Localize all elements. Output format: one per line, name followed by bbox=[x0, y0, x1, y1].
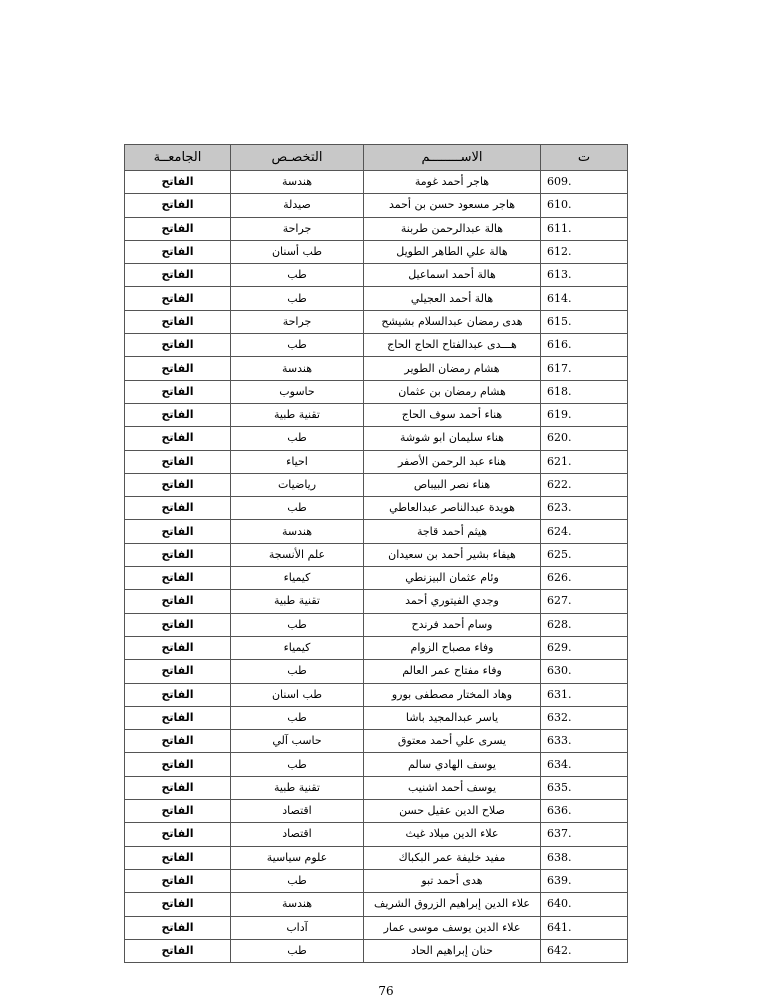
row-university: الفاتح bbox=[125, 753, 231, 776]
row-number: 619. bbox=[541, 403, 628, 426]
table-row bbox=[125, 613, 628, 636]
row-specialty: هندسة bbox=[231, 520, 364, 543]
row-number: 634. bbox=[541, 753, 628, 776]
row-number: 631. bbox=[541, 683, 628, 706]
row-university: الفاتح bbox=[125, 450, 231, 473]
row-specialty: هندسة bbox=[231, 171, 364, 194]
row-university: الفاتح bbox=[125, 567, 231, 590]
row-number: 637. bbox=[541, 823, 628, 846]
table-row bbox=[125, 776, 628, 799]
row-specialty: هندسة bbox=[231, 893, 364, 916]
row-university: الفاتح bbox=[125, 217, 231, 240]
row-specialty: طب bbox=[231, 869, 364, 892]
row-name: يوسف أحمد اشنيب bbox=[364, 776, 541, 799]
row-number: 639. bbox=[541, 869, 628, 892]
row-university: الفاتح bbox=[125, 543, 231, 566]
row-university: الفاتح bbox=[125, 403, 231, 426]
row-specialty: طب bbox=[231, 613, 364, 636]
row-specialty: تقنية طبية bbox=[231, 403, 364, 426]
table-row bbox=[125, 567, 628, 590]
row-university: الفاتح bbox=[125, 287, 231, 310]
row-number: 623. bbox=[541, 497, 628, 520]
header-number: ت bbox=[541, 145, 628, 171]
row-university: الفاتح bbox=[125, 893, 231, 916]
table-header bbox=[125, 145, 628, 171]
row-number: 621. bbox=[541, 450, 628, 473]
table-row bbox=[125, 636, 628, 659]
row-specialty: اقتصاد bbox=[231, 823, 364, 846]
row-specialty: علوم سياسية bbox=[231, 846, 364, 869]
row-university: الفاتح bbox=[125, 334, 231, 357]
row-university: الفاتح bbox=[125, 730, 231, 753]
row-specialty: تقنية طبية bbox=[231, 590, 364, 613]
row-university: الفاتح bbox=[125, 613, 231, 636]
row-specialty: آداب bbox=[231, 916, 364, 939]
row-name: علاء الدين إبراهيم الزروق الشريف bbox=[364, 893, 541, 916]
row-specialty: كيمياء bbox=[231, 636, 364, 659]
row-name: هناء أحمد سوف الحاج bbox=[364, 403, 541, 426]
row-university: الفاتح bbox=[125, 357, 231, 380]
table-row bbox=[125, 380, 628, 403]
table-row bbox=[125, 800, 628, 823]
row-number: 628. bbox=[541, 613, 628, 636]
row-name: هاجر مسعود حسن بن أحمد bbox=[364, 194, 541, 217]
row-specialty: حاسب آلي bbox=[231, 730, 364, 753]
row-number: 627. bbox=[541, 590, 628, 613]
row-name: هناء عبد الرحمن الأصفر bbox=[364, 450, 541, 473]
row-specialty: طب أسنان bbox=[231, 240, 364, 263]
row-university: الفاتح bbox=[125, 939, 231, 962]
row-name: يسرى علي أحمد معتوق bbox=[364, 730, 541, 753]
row-number: 630. bbox=[541, 660, 628, 683]
row-specialty: طب bbox=[231, 264, 364, 287]
table-row bbox=[125, 357, 628, 380]
row-specialty: طب bbox=[231, 939, 364, 962]
row-number: 633. bbox=[541, 730, 628, 753]
table-row bbox=[125, 730, 628, 753]
table-row bbox=[125, 473, 628, 496]
row-name: هالة أحمد اسماعيل bbox=[364, 264, 541, 287]
row-specialty: جراحة bbox=[231, 310, 364, 333]
row-name: وجدي الفيتوري أحمد bbox=[364, 590, 541, 613]
row-specialty: علم الأنسجة bbox=[231, 543, 364, 566]
row-number: 612. bbox=[541, 240, 628, 263]
row-name: هشام رمضان الطوير bbox=[364, 357, 541, 380]
header-specialty: التخصـص bbox=[231, 145, 364, 171]
row-number: 615. bbox=[541, 310, 628, 333]
row-university: الفاتح bbox=[125, 497, 231, 520]
table-row bbox=[125, 497, 628, 520]
row-specialty: جراحة bbox=[231, 217, 364, 240]
row-name: هدى رمضان عبدالسلام بشيشح bbox=[364, 310, 541, 333]
table-row bbox=[125, 543, 628, 566]
row-name: وفاء مصباح الزوام bbox=[364, 636, 541, 659]
row-name: هالة أحمد العجيلي bbox=[364, 287, 541, 310]
table-row bbox=[125, 916, 628, 939]
row-name: هالة علي الطاهر الطويل bbox=[364, 240, 541, 263]
table-row bbox=[125, 287, 628, 310]
row-university: الفاتح bbox=[125, 310, 231, 333]
row-number: 622. bbox=[541, 473, 628, 496]
row-specialty: طب bbox=[231, 753, 364, 776]
row-university: الفاتح bbox=[125, 427, 231, 450]
row-number: 629. bbox=[541, 636, 628, 659]
row-specialty: اقتصاد bbox=[231, 800, 364, 823]
table-row bbox=[125, 427, 628, 450]
header-name: الاســــــــم bbox=[364, 145, 541, 171]
row-university: الفاتح bbox=[125, 776, 231, 799]
row-university: الفاتح bbox=[125, 706, 231, 729]
row-university: الفاتح bbox=[125, 264, 231, 287]
table-row bbox=[125, 240, 628, 263]
row-number: 618. bbox=[541, 380, 628, 403]
row-university: الفاتح bbox=[125, 916, 231, 939]
row-number: 614. bbox=[541, 287, 628, 310]
row-name: يوسف الهادي سالم bbox=[364, 753, 541, 776]
table-row bbox=[125, 706, 628, 729]
table-row bbox=[125, 846, 628, 869]
row-name: مفيد خليفة عمر البكباك bbox=[364, 846, 541, 869]
row-university: الفاتح bbox=[125, 660, 231, 683]
row-number: 620. bbox=[541, 427, 628, 450]
row-specialty: طب bbox=[231, 334, 364, 357]
row-name: هناء نصر البيباص bbox=[364, 473, 541, 496]
row-specialty: كيمياء bbox=[231, 567, 364, 590]
row-university: الفاتح bbox=[125, 194, 231, 217]
row-specialty: طب bbox=[231, 287, 364, 310]
row-specialty: حاسوب bbox=[231, 380, 364, 403]
table-row bbox=[125, 590, 628, 613]
row-number: 609. bbox=[541, 171, 628, 194]
row-specialty: رياضيات bbox=[231, 473, 364, 496]
row-name: هناء سليمان ابو شوشة bbox=[364, 427, 541, 450]
table-body bbox=[125, 171, 628, 963]
row-number: 641. bbox=[541, 916, 628, 939]
table-row bbox=[125, 823, 628, 846]
row-university: الفاتح bbox=[125, 683, 231, 706]
row-specialty: طب bbox=[231, 660, 364, 683]
table-row bbox=[125, 217, 628, 240]
row-specialty: طب bbox=[231, 497, 364, 520]
row-name: هويدة عبدالناصر عبدالعاطي bbox=[364, 497, 541, 520]
row-name: علاء الدين يوسف موسى عمار bbox=[364, 916, 541, 939]
table-row bbox=[125, 893, 628, 916]
row-number: 642. bbox=[541, 939, 628, 962]
table-row bbox=[125, 310, 628, 333]
table-row bbox=[125, 403, 628, 426]
row-university: الفاتح bbox=[125, 800, 231, 823]
row-number: 611. bbox=[541, 217, 628, 240]
row-university: الفاتح bbox=[125, 869, 231, 892]
row-specialty: طب اسنان bbox=[231, 683, 364, 706]
row-name: وسام أحمد فرندح bbox=[364, 613, 541, 636]
row-name: وفاء مفتاح عمر العالم bbox=[364, 660, 541, 683]
row-number: 640. bbox=[541, 893, 628, 916]
row-number: 617. bbox=[541, 357, 628, 380]
row-number: 626. bbox=[541, 567, 628, 590]
row-university: الفاتح bbox=[125, 171, 231, 194]
table-row bbox=[125, 194, 628, 217]
row-name: حنان إبراهيم الحاد bbox=[364, 939, 541, 962]
table-row bbox=[125, 939, 628, 962]
row-name: هيثم أحمد قاجة bbox=[364, 520, 541, 543]
table-row bbox=[125, 683, 628, 706]
row-name: ياسر عبدالمجيد باشا bbox=[364, 706, 541, 729]
row-number: 616. bbox=[541, 334, 628, 357]
row-university: الفاتح bbox=[125, 823, 231, 846]
page-number: 76 bbox=[378, 984, 394, 998]
row-university: الفاتح bbox=[125, 380, 231, 403]
row-number: 613. bbox=[541, 264, 628, 287]
row-number: 625. bbox=[541, 543, 628, 566]
row-specialty: هندسة bbox=[231, 357, 364, 380]
table-row bbox=[125, 753, 628, 776]
table-row bbox=[125, 171, 628, 194]
row-number: 610. bbox=[541, 194, 628, 217]
row-specialty: احياء bbox=[231, 450, 364, 473]
row-university: الفاتح bbox=[125, 636, 231, 659]
row-name: وئام عثمان البيزنطي bbox=[364, 567, 541, 590]
row-name: علاء الدين ميلاد غيث bbox=[364, 823, 541, 846]
table-row bbox=[125, 660, 628, 683]
table-row bbox=[125, 264, 628, 287]
header-university: الجامعــة bbox=[125, 145, 231, 171]
row-university: الفاتح bbox=[125, 520, 231, 543]
row-name: هيفاء بشير أحمد بن سعيدان bbox=[364, 543, 541, 566]
row-number: 624. bbox=[541, 520, 628, 543]
student-roster-table bbox=[124, 144, 628, 963]
row-name: هشام رمضان بن عثمان bbox=[364, 380, 541, 403]
row-name: وهاد المختار مصطفى بورو bbox=[364, 683, 541, 706]
row-university: الفاتح bbox=[125, 590, 231, 613]
header-row bbox=[125, 145, 628, 171]
table-row bbox=[125, 450, 628, 473]
row-university: الفاتح bbox=[125, 846, 231, 869]
row-specialty: طب bbox=[231, 706, 364, 729]
table-row bbox=[125, 334, 628, 357]
row-name: هالة عبدالرحمن طربنة bbox=[364, 217, 541, 240]
row-university: الفاتح bbox=[125, 240, 231, 263]
row-university: الفاتح bbox=[125, 473, 231, 496]
row-number: 635. bbox=[541, 776, 628, 799]
table-row bbox=[125, 520, 628, 543]
row-name: هـــدى عبدالفتاح الحاج الحاج bbox=[364, 334, 541, 357]
table-row bbox=[125, 869, 628, 892]
row-specialty: صيدلة bbox=[231, 194, 364, 217]
row-number: 632. bbox=[541, 706, 628, 729]
row-name: هدى أحمد تبو bbox=[364, 869, 541, 892]
row-number: 636. bbox=[541, 800, 628, 823]
row-number: 638. bbox=[541, 846, 628, 869]
row-name: هاجر أحمد غومة bbox=[364, 171, 541, 194]
row-specialty: طب bbox=[231, 427, 364, 450]
row-specialty: تقنية طبية bbox=[231, 776, 364, 799]
row-name: صلاح الدين عقيل حسن bbox=[364, 800, 541, 823]
